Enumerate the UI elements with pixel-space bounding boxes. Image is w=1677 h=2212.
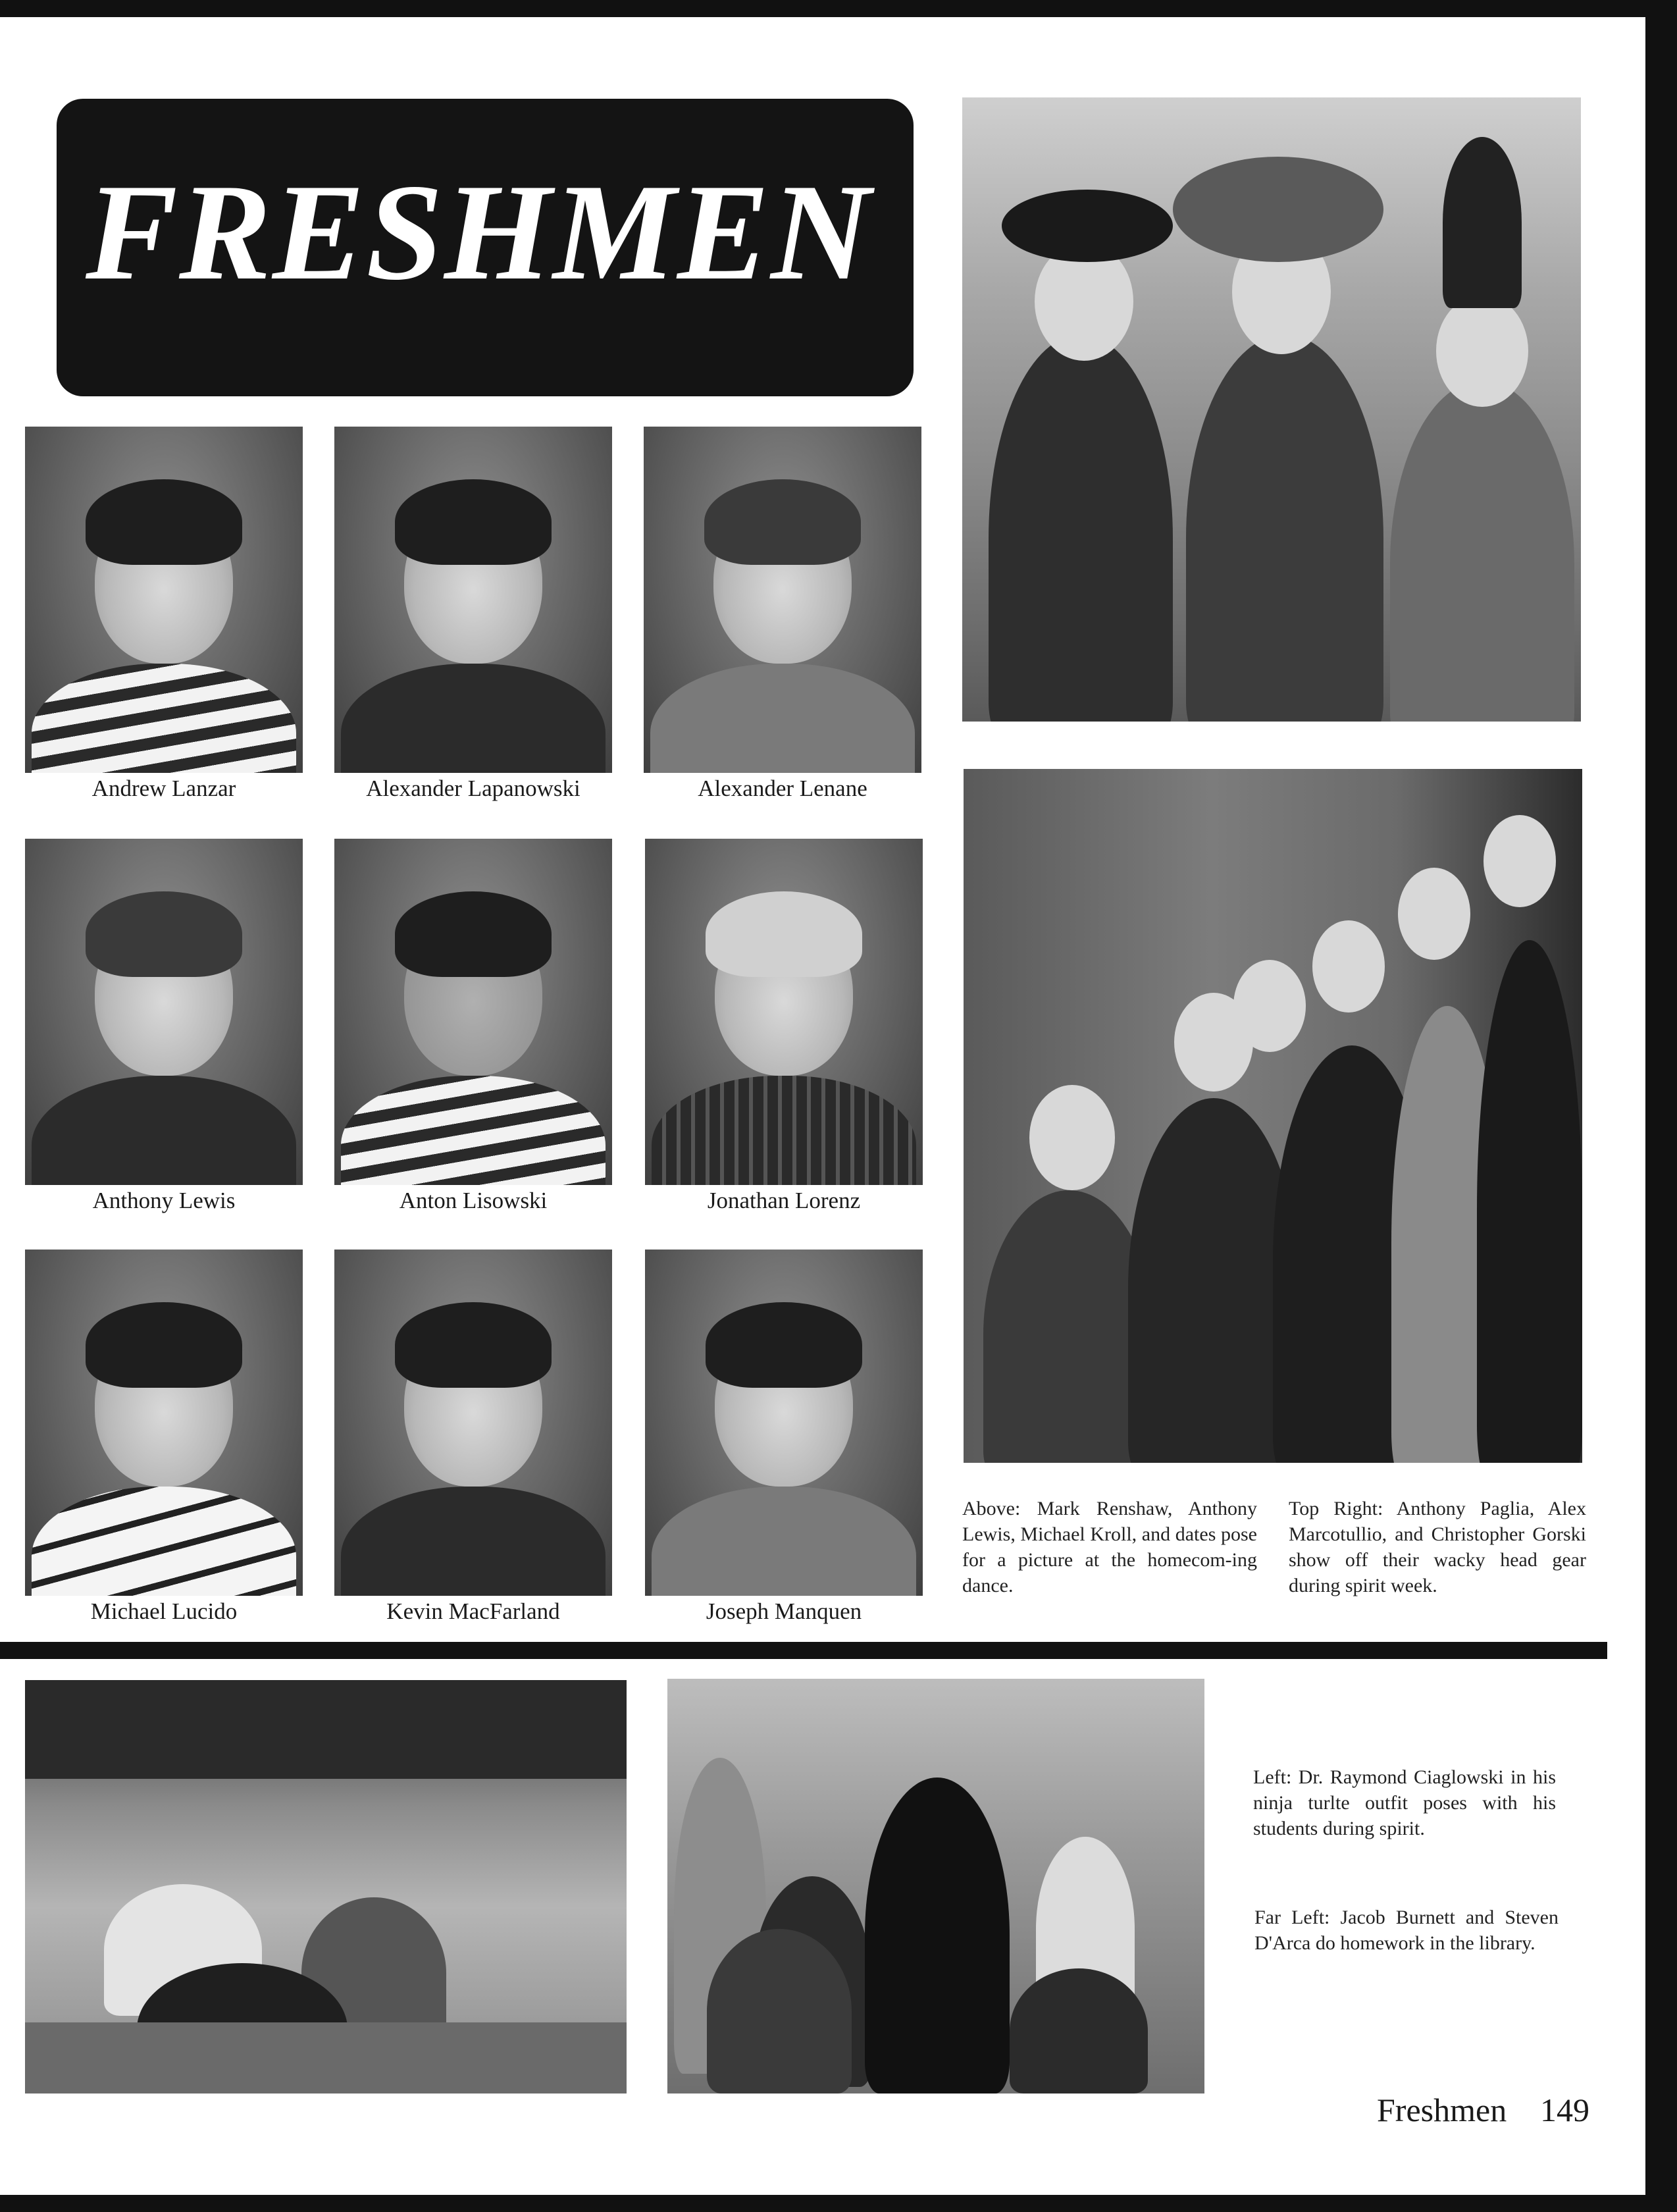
caption-above: Above: Mark Renshaw, Anthony Lewis, Michael Kroll, and dates pose for a picture at the homecom-ing dance. [962, 1498, 1257, 1596]
page-bottom-edge [0, 2195, 1677, 2212]
footer-section-name: Freshmen [1377, 2092, 1507, 2128]
portrait-photo [25, 839, 303, 1185]
portrait-photo [644, 427, 921, 773]
portrait-name: Alexander Lenane [698, 776, 867, 801]
portrait-photo [645, 1250, 923, 1596]
portrait-photo [25, 427, 303, 773]
portrait-photo [645, 839, 923, 1185]
caption-top-right: Top Right: Anthony Paglia, Alex Marcotullio, and Christopher Gorski show off their wacky head gear during spirit week. [1289, 1498, 1586, 1596]
portrait-photo [334, 839, 612, 1185]
portrait-name: Andrew Lanzar [91, 776, 236, 801]
library-homework-photo [25, 1680, 627, 2094]
page-title: FRESHMEN [86, 156, 872, 309]
portrait-photo [334, 427, 612, 773]
ninja-turtle-teacher-photo [667, 1679, 1204, 2094]
portrait-name: Alexander Lapanowski [366, 776, 580, 801]
portrait-name: Anton Lisowski [399, 1188, 548, 1213]
portrait-name: Anthony Lewis [92, 1188, 236, 1213]
portrait-photo [334, 1250, 612, 1596]
portrait-name: Michael Lucido [90, 1598, 238, 1624]
portrait-name: Kevin MacFarland [386, 1598, 560, 1624]
caption-far-left: Far Left: Jacob Burnett and Steven D'Arca do homework in the library. [1254, 1907, 1559, 1954]
caption-left: Left: Dr. Raymond Ciaglowski in his ninja turlte outfit poses with his students during spirit. [1253, 1766, 1556, 1839]
page-top-edge [0, 0, 1677, 17]
homecoming-dance-photo [964, 769, 1582, 1463]
section-divider [0, 1642, 1607, 1659]
portrait-name: Joseph Manquen [706, 1598, 862, 1624]
portrait-name: Jonathan Lorenz [707, 1188, 861, 1213]
page-right-edge [1645, 0, 1677, 2212]
page-number: 149 [1540, 2092, 1589, 2128]
portrait-photo [25, 1250, 303, 1596]
spirit-week-hats-photo [962, 97, 1581, 722]
